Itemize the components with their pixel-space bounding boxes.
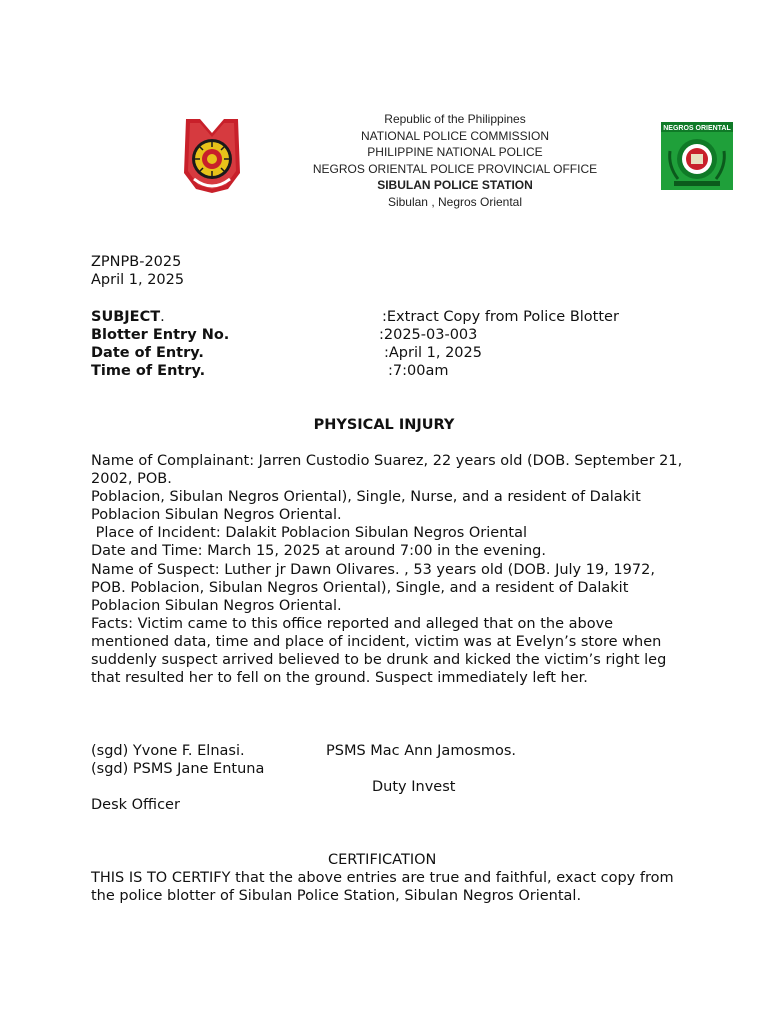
header-line-pnp: PHILIPPINE NATIONAL POLICE	[367, 145, 543, 160]
role-duty-invest: Duty Invest	[372, 779, 456, 795]
complainant-address-line: Poblacion, Sibulan Negros Oriental), Single, Nurse, and a resident of Dalakit Poblacion Sibulan Negros Oriental.	[91, 489, 641, 524]
header-line-napolcom: NATIONAL POLICE COMMISSION	[360, 128, 550, 143]
report-title: PHYSICAL INJURY	[313, 417, 455, 433]
field-date-value: :April 1, 2025	[384, 345, 482, 361]
field-date-label: Date of Entry.	[91, 345, 204, 361]
signature-jamosmos: PSMS Mac Ann Jamosmos.	[326, 743, 517, 759]
reference-date: April 1, 2025	[91, 272, 185, 288]
header-line-station: SIBULAN POLICE STATION	[377, 178, 533, 193]
header-line-republic: Republic of the Philippines	[384, 112, 526, 126]
place-of-incident-line: Place of Incident: Dalakit Poblacion Sibulan Negros Oriental	[91, 525, 527, 542]
certification-text: THIS IS TO CERTIFY that the above entries are true and faithful, exact copy from the police blotter of Sibulan Police Station, Sibulan Negros Oriental.	[91, 870, 674, 905]
signature-elnasi: (sgd) Yvone F. Elnasi.	[91, 743, 245, 759]
suspect-line: Name of Suspect: Luther jr Dawn Olivares. , 53 years old (DOB. July 19, 1972, POB. Poblacion, Sibulan Negros Oriental), Single, and a resident of Dalakit Poblacion Sibulan Negros Oriental.	[91, 561, 655, 614]
field-subject-label: SUBJECT.	[91, 309, 165, 325]
field-time-label: Time of Entry.	[91, 363, 206, 379]
certification-heading: CERTIFICATION	[328, 852, 437, 868]
reference-code: ZPNPB-2025	[91, 254, 182, 270]
complainant-line: Name of Complainant: Jarren Custodio Suarez, 22 years old (DOB. September 21, 2002, POB.	[91, 453, 683, 488]
negros-oriental-seal-logo	[660, 121, 734, 191]
date-time-line: Date and Time: March 15, 2025 at around 7:00 in the evening.	[91, 543, 546, 560]
header-line-location: Sibulan , Negros Oriental	[387, 194, 523, 209]
field-blotter-label: Blotter Entry No.	[91, 327, 230, 343]
signature-entuna: (sgd) PSMS Jane Entuna	[91, 761, 265, 777]
letterhead	[300, 111, 610, 211]
role-desk-officer: Desk Officer	[91, 797, 180, 813]
field-subject-value: :Extract Copy from Police Blotter	[382, 309, 619, 325]
facts-line: Facts: Victim came to this office reported and alleged that on the above mentioned data, time and place of incident, victim was at Evelyn’s store when suddenly suspect arrived believed to be drunk and kicked the victim’s right leg that resulted her to fell on the ground. Suspect immediately left her.	[91, 615, 667, 687]
header-line-province: NEGROS ORIENTAL POLICE PROVINCIAL OFFICE	[312, 161, 598, 176]
negros-oriental-seal-text: NEGROS ORIENTAL	[663, 125, 731, 132]
report-body	[91, 452, 683, 687]
pnp-seal-logo	[180, 113, 244, 195]
field-time-value: :7:00am	[388, 363, 449, 379]
field-blotter-value: :2025-03-003	[379, 327, 478, 343]
